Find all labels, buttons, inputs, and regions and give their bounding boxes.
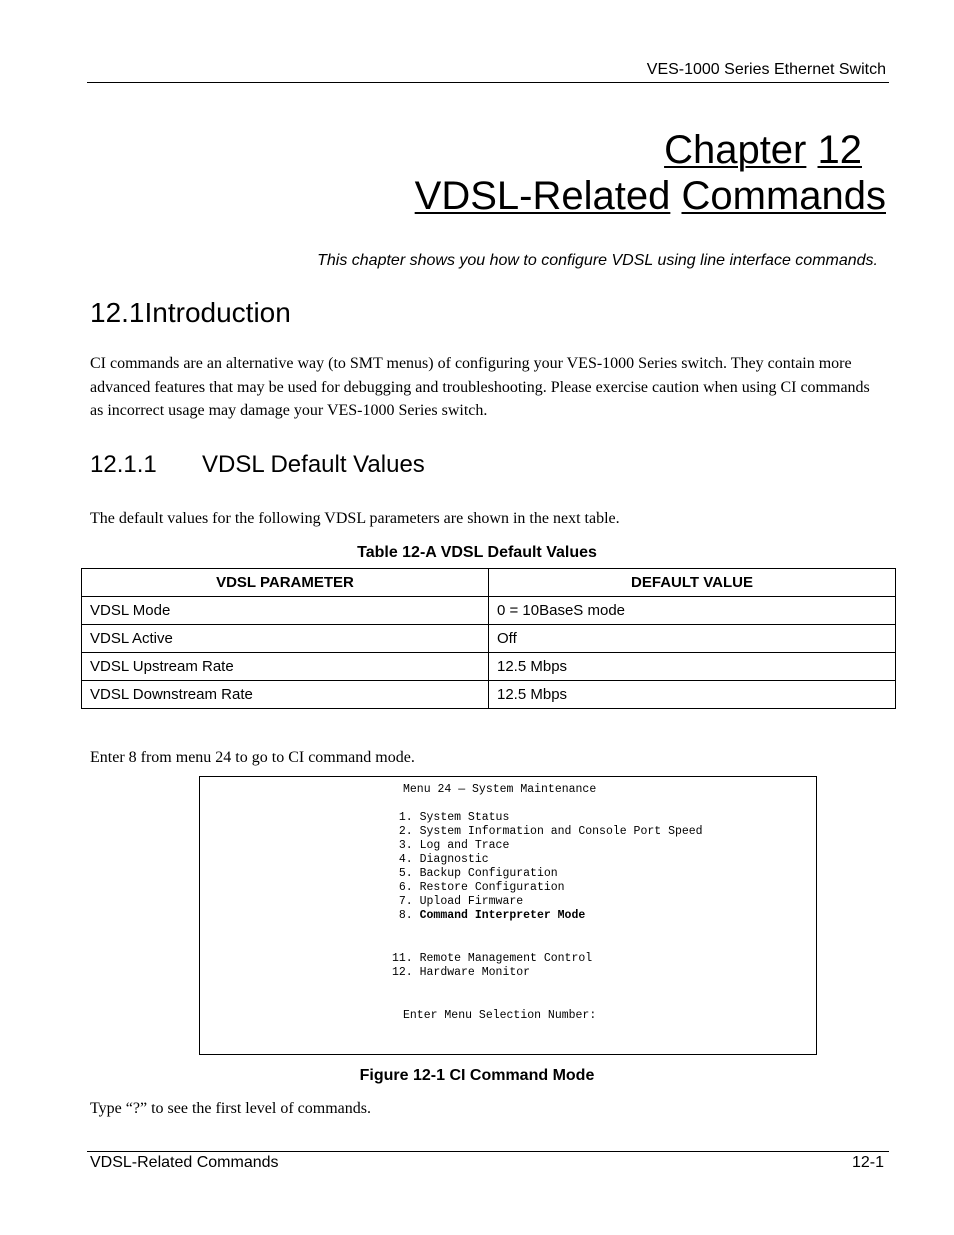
table-cell: 12.5 Mbps bbox=[489, 653, 896, 681]
menu-item bbox=[392, 867, 558, 881]
table-cell: 12.5 Mbps bbox=[489, 681, 896, 709]
chapter-number: 12 bbox=[817, 128, 862, 172]
menu-item-label: Restore Configuration bbox=[419, 881, 565, 894]
figure-caption: Figure 12-1 CI Command Mode bbox=[359, 1067, 595, 1084]
menu-item bbox=[392, 966, 530, 980]
instruction-text: Enter 8 from menu 24 to go to CI command mode. bbox=[90, 749, 415, 766]
menu-item bbox=[392, 881, 565, 895]
subsection-paragraph: The default values for the following VDSL parameters are shown in the next table. bbox=[90, 510, 620, 527]
menu-item-number: 8. bbox=[392, 909, 413, 922]
menu-item-number: 2. bbox=[392, 825, 413, 838]
menu-item-number: 5. bbox=[392, 867, 413, 880]
menu-item-label: Remote Management Control bbox=[419, 952, 593, 965]
menu-item-number: 6. bbox=[392, 881, 413, 894]
subsection-number: 12.1.1 bbox=[90, 451, 157, 478]
table-row bbox=[82, 597, 896, 625]
chapter-title-part1: VDSL-Related bbox=[414, 174, 671, 218]
menu-item-label: Hardware Monitor bbox=[419, 966, 531, 979]
menu-item bbox=[392, 825, 703, 839]
column-header: DEFAULT VALUE bbox=[489, 569, 896, 597]
menu-item-label: System Information and Console Port Speed bbox=[419, 825, 703, 838]
chapter-word: Chapter bbox=[664, 128, 807, 172]
table-cell: VDSL Active bbox=[82, 625, 489, 653]
menu-item-number: 4. bbox=[392, 853, 413, 866]
menu-item bbox=[392, 839, 509, 853]
menu-item-label: System Status bbox=[419, 811, 510, 824]
chapter-intro: This chapter shows you how to configure VDSL using line interface commands. bbox=[317, 252, 878, 269]
menu-item-label: Backup Configuration bbox=[419, 867, 558, 880]
table-row bbox=[82, 625, 896, 653]
footer-chapter-name: VDSL-Related Commands bbox=[90, 1154, 279, 1171]
table-row bbox=[82, 681, 896, 709]
menu-title: Menu 24 — System Maintenance bbox=[403, 783, 597, 796]
menu-item-label: Log and Trace bbox=[419, 839, 510, 852]
menu-item bbox=[392, 853, 489, 867]
menu-item-label: Upload Firmware bbox=[419, 895, 524, 908]
table-cell: 0 = 10BaseS mode bbox=[489, 597, 896, 625]
menu-item-number: 12. bbox=[392, 966, 413, 979]
footer-rule bbox=[87, 1151, 889, 1152]
menu-prompt: Enter Menu Selection Number: bbox=[403, 1009, 597, 1022]
table-cell: VDSL Upstream Rate bbox=[82, 653, 489, 681]
menu-item bbox=[392, 952, 592, 966]
chapter-title-part2: Commands bbox=[681, 174, 886, 218]
closing-text: Type “?” to see the first level of commands. bbox=[90, 1100, 371, 1117]
introduction-paragraph: CI commands are an alternative way (to SMT menus) of configuring your VES-1000 Series switch. They contain more advanced features that may be used for debugging and troubleshooting. Please exercise caution when using CI commands as incorrect usage may damage your VES-1000 Series switch. bbox=[90, 355, 870, 419]
chapter-title-line2 bbox=[415, 172, 886, 220]
menu-item-number: 11. bbox=[392, 952, 413, 965]
section-heading-introduction: 12.1Introduction bbox=[90, 297, 291, 328]
menu-item-number: 3. bbox=[392, 839, 413, 852]
table-header-row bbox=[82, 569, 896, 597]
running-header: VES-1000 Series Ethernet Switch bbox=[646, 61, 886, 78]
page-number: 12-1 bbox=[851, 1154, 884, 1171]
menu-item bbox=[392, 811, 509, 825]
vdsl-defaults-table bbox=[81, 568, 896, 709]
table-row bbox=[82, 653, 896, 681]
header-rule bbox=[87, 82, 889, 83]
table-cell: Off bbox=[489, 625, 896, 653]
table-cell: VDSL Mode bbox=[82, 597, 489, 625]
column-header: VDSL PARAMETER bbox=[82, 569, 489, 597]
menu-item-number: 7. bbox=[392, 895, 413, 908]
chapter-title-line1 bbox=[664, 126, 862, 174]
menu-item-label: Diagnostic bbox=[419, 853, 489, 866]
menu-item-label: Command Interpreter Mode bbox=[419, 909, 586, 922]
menu-item bbox=[392, 895, 523, 909]
menu-item-selected bbox=[392, 909, 585, 923]
table-cell: VDSL Downstream Rate bbox=[82, 681, 489, 709]
menu-item-number: 1. bbox=[392, 811, 413, 824]
table-caption: Table 12-A VDSL Default Values bbox=[357, 544, 597, 561]
subsection-heading: VDSL Default Values bbox=[202, 451, 425, 478]
